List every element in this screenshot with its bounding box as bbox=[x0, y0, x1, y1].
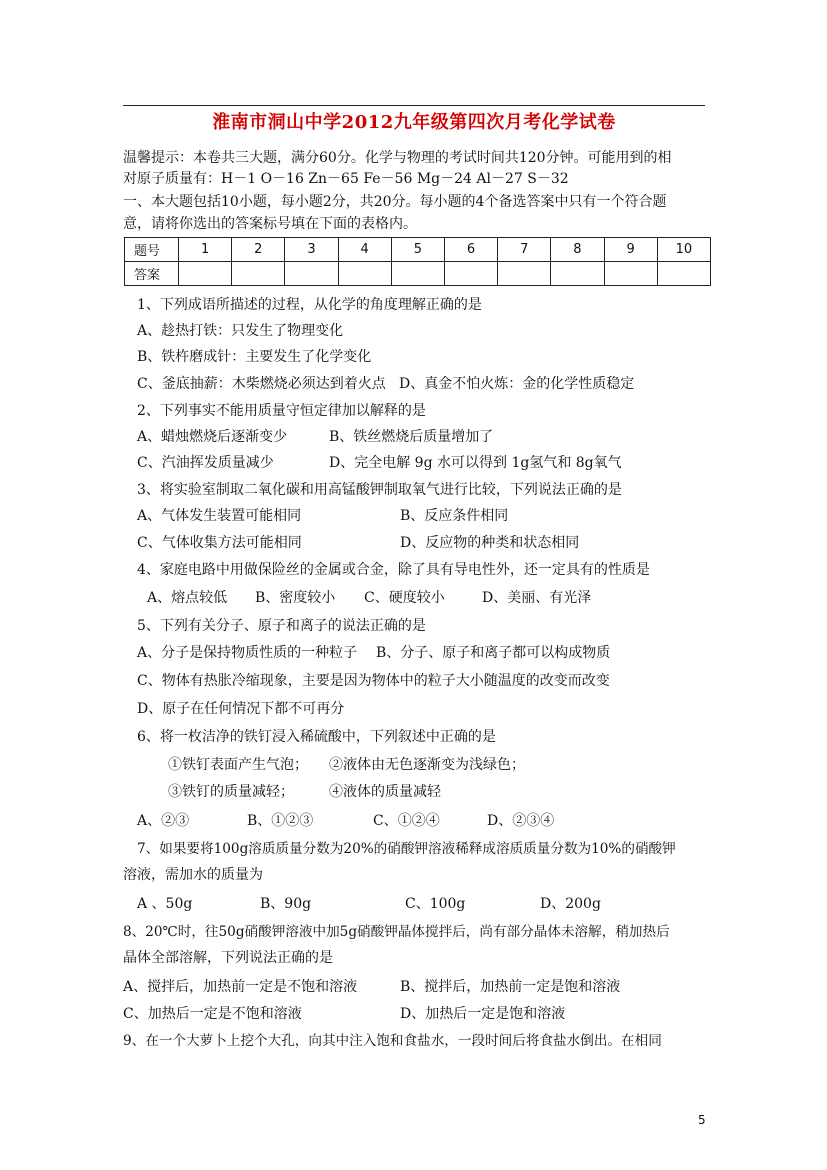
answer-table bbox=[124, 237, 711, 286]
option-line: A、②③ bbox=[137, 813, 190, 829]
option-line: A、熔点较低 bbox=[147, 590, 228, 606]
question-stem: 3、将实验室制取二氧化碳和用高锰酸钾制取氧气进行比较，下列说法正确的是 bbox=[137, 482, 622, 498]
answer-label: 答案 bbox=[125, 262, 179, 286]
question-stem: 4、家庭电路中用做保险丝的金属或合金，除了具有导电性外，还一定具有的性质是 bbox=[137, 562, 650, 578]
option-line: B、铁丝燃烧后质量增加了 bbox=[329, 429, 494, 445]
answer-cell[interactable] bbox=[604, 262, 657, 286]
question-number-cell: 7 bbox=[498, 238, 551, 262]
answer-cell[interactable] bbox=[232, 262, 285, 286]
option-line: B、反应条件相同 bbox=[400, 508, 509, 524]
question-number-label: 题号 bbox=[125, 238, 179, 262]
question-stem: 7、如果要将100g溶质质量分数为20%的硝酸钾溶液稀释成溶质质量分数为10%的硝酸钾 bbox=[137, 841, 676, 857]
intro-line-2: 对原子质量有：H－1 O－16 Zn－65 Fe－56 Mg－24 Al－27 S－32 bbox=[123, 171, 569, 187]
table-row bbox=[125, 262, 711, 286]
option-line: B、搅拌后，加热前一定是饱和溶液 bbox=[400, 979, 621, 995]
option-line: C、100g bbox=[405, 896, 466, 912]
option-line: A、分子是保持物质性质的一种粒子 bbox=[137, 645, 358, 661]
answer-cell[interactable] bbox=[338, 262, 391, 286]
option-line: C、气体收集方法可能相同 bbox=[137, 535, 302, 551]
answer-cell[interactable] bbox=[551, 262, 604, 286]
intro-line-1: 温馨提示：本卷共三大题，满分60分。化学与物理的考试时间共120分钟。可能用到的相 bbox=[123, 150, 672, 166]
option-line: C、硬度较小 bbox=[364, 590, 445, 606]
statement-line: ③铁钉的质量减轻； bbox=[168, 784, 294, 800]
question-number-cell: 3 bbox=[285, 238, 338, 262]
answer-cell[interactable] bbox=[179, 262, 232, 286]
option-line: A、搅拌后，加热前一定是不饱和溶液 bbox=[123, 979, 358, 995]
question-stem: 9、在一个大萝卜上挖个大孔，向其中注入饱和食盐水，一段时间后将食盐水倒出。在相同 bbox=[123, 1033, 662, 1049]
statement-line: ④液体的质量减轻 bbox=[329, 784, 441, 800]
answer-cell[interactable] bbox=[498, 262, 551, 286]
option-line: B、铁杵磨成针：主要发生了化学变化 bbox=[137, 349, 372, 365]
option-line: B、①②③ bbox=[247, 813, 314, 829]
question-stem: 2、下列事实不能用质量守恒定律加以解释的是 bbox=[137, 403, 426, 419]
answer-cell[interactable] bbox=[285, 262, 338, 286]
option-line: C、汽油挥发质量减少 bbox=[137, 455, 274, 471]
option-line: D、加热后一定是饱和溶液 bbox=[400, 1006, 566, 1022]
section1-line-1: 一、本大题包括10小题，每小题2分，共20分。每小题的4个备选答案中只有一个符合题 bbox=[123, 194, 667, 210]
option-line: B、90g bbox=[260, 896, 312, 912]
answer-cell[interactable] bbox=[391, 262, 444, 286]
option-line: B、密度较小 bbox=[255, 590, 336, 606]
answer-cell[interactable] bbox=[657, 262, 710, 286]
section1-line-2: 意，请将你选出的答案标号填在下面的表格内。 bbox=[123, 216, 417, 232]
option-line: A、气体发生装置可能相同 bbox=[137, 508, 302, 524]
question-number-cell: 10 bbox=[657, 238, 710, 262]
question-number-cell: 1 bbox=[179, 238, 232, 262]
option-line: C、物体有热胀冷缩现象，主要是因为物体中的粒子大小随温度的改变而改变 bbox=[137, 673, 610, 689]
page-number: 5 bbox=[698, 1113, 706, 1127]
question-stem-continued: 溶液，需加水的质量为 bbox=[123, 867, 263, 883]
option-line: D、反应物的种类和状态相同 bbox=[400, 535, 580, 551]
option-line: D、美丽、有光泽 bbox=[482, 590, 592, 606]
option-line: C、①②④ bbox=[373, 813, 440, 829]
question-number-cell: 9 bbox=[604, 238, 657, 262]
option-line: C、加热后一定是不饱和溶液 bbox=[123, 1006, 302, 1022]
question-number-cell: 4 bbox=[338, 238, 391, 262]
option-line: A、趁热打铁：只发生了物理变化 bbox=[137, 323, 344, 339]
option-line: C、釜底抽薪：木柴燃烧必须达到着火点 bbox=[137, 376, 386, 392]
question-number-cell: 2 bbox=[232, 238, 285, 262]
question-stem: 8、20℃时，往50g硝酸钾溶液中加5g硝酸钾晶体搅拌后，尚有部分晶体未溶解，稍加热后 bbox=[123, 924, 670, 940]
option-line: D、真金不怕火炼：金的化学性质稳定 bbox=[399, 376, 635, 392]
question-number-cell: 8 bbox=[551, 238, 604, 262]
table-row bbox=[125, 238, 711, 262]
option-line: D、②③④ bbox=[487, 813, 555, 829]
question-stem: 1、下列成语所描述的过程，从化学的角度理解正确的是 bbox=[137, 297, 482, 313]
question-stem: 6、将一枚洁净的铁钉浸入稀硫酸中，下列叙述中正确的是 bbox=[137, 729, 496, 745]
question-number-cell: 6 bbox=[444, 238, 497, 262]
option-line: D、200g bbox=[540, 896, 601, 912]
header-rule bbox=[123, 105, 705, 106]
option-line: D、原子在任何情况下都不可再分 bbox=[137, 701, 345, 717]
option-line: A、蜡烛燃烧后逐渐变少 bbox=[137, 429, 288, 445]
option-line: D、完全电解 9g 水可以得到 1g氢气和 8g氧气 bbox=[329, 455, 622, 471]
exam-title: 淮南市洞山中学2012九年级第四次月考化学试卷 bbox=[212, 112, 616, 133]
question-stem: 5、下列有关分子、原子和离子的说法正确的是 bbox=[137, 618, 426, 634]
option-line: A 、50g bbox=[137, 896, 193, 912]
statement-line: ①铁钉表面产生气泡； bbox=[168, 757, 308, 773]
question-number-cell: 5 bbox=[391, 238, 444, 262]
statement-line: ②液体由无色逐渐变为浅绿色； bbox=[329, 757, 525, 773]
option-line: B、分子、原子和离子都可以构成物质 bbox=[376, 645, 611, 661]
question-stem-continued: 晶体全部溶解，下列说法正确的是 bbox=[123, 950, 333, 966]
answer-cell[interactable] bbox=[444, 262, 497, 286]
